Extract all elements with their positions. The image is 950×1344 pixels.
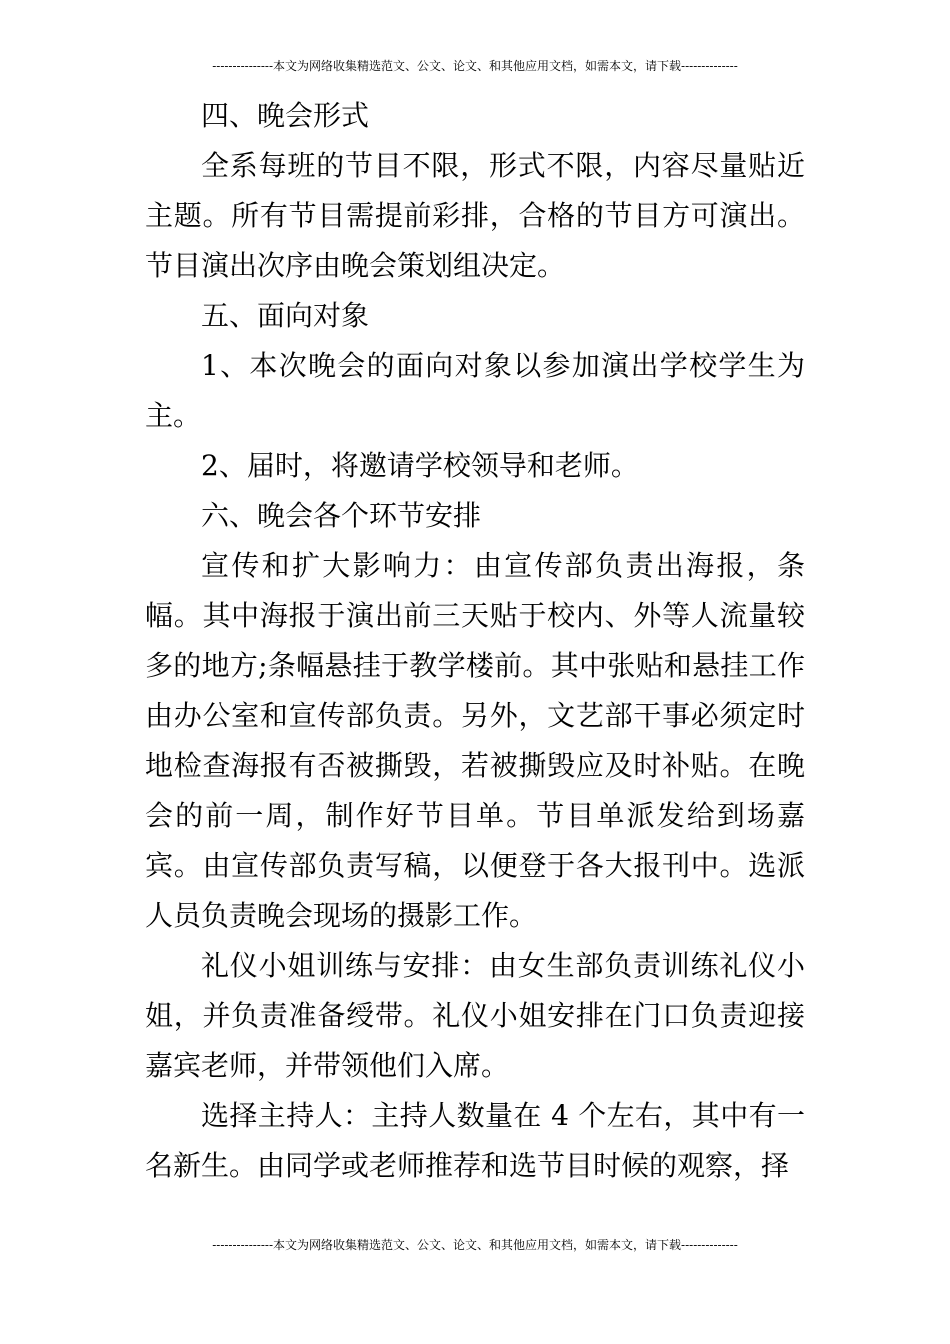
section-5-item-2: 2、届时，将邀请学校领导和老师。 — [201, 449, 639, 482]
document-body — [145, 91, 805, 1191]
section-4-title: 四、晚会形式 — [201, 99, 370, 132]
section-6-title: 六、晚会各个环节安排 — [201, 499, 482, 532]
section-6-publicity-paragraph: 宣传和扩大影响力：由宣传部负责出海报，条幅。其中海报于演出前三天贴于校内、外等人流量较多的地方;条幅悬挂于教学楼前。其中张贴和悬挂工作由办公室和宣传部负责。另外，文艺部干事必须定时地检查海报有否被撕毁，若被撕毁应及时补贴。在晚会的前一周，制作好节目单。节目单派发给到场嘉宾。由宣传部负责写稿，以便登于各大报刊中。选派人员负责晚会现场的摄影工作。 — [145, 549, 805, 932]
header-banner: ---------------本文为网络收集精选范文、公文、论文、和其他应用文档，如需本文，请下载-------------- — [212, 59, 738, 73]
footer-banner: ---------------本文为网络收集精选范文、公文、论文、和其他应用文档，如需本文，请下载-------------- — [212, 1238, 738, 1252]
section-6-host-paragraph: 选择主持人：主持人数量在 4 个左右，其中有一名新生。由同学或老师推荐和选节目时候的观察，择 — [145, 1099, 805, 1182]
section-4-paragraph: 全系每班的节目不限，形式不限，内容尽量贴近主题。所有节目需提前彩排，合格的节目方可演出。节目演出次序由晚会策划组决定。 — [145, 149, 805, 282]
section-5-item-1: 1、本次晚会的面向对象以参加演出学校学生为主。 — [145, 349, 805, 432]
section-5-title: 五、面向对象 — [201, 299, 370, 332]
section-6-etiquette-paragraph: 礼仪小姐训练与安排：由女生部负责训练礼仪小姐，并负责准备绶带。礼仪小姐安排在门口负责迎接嘉宾老师，并带领他们入席。 — [145, 949, 805, 1082]
